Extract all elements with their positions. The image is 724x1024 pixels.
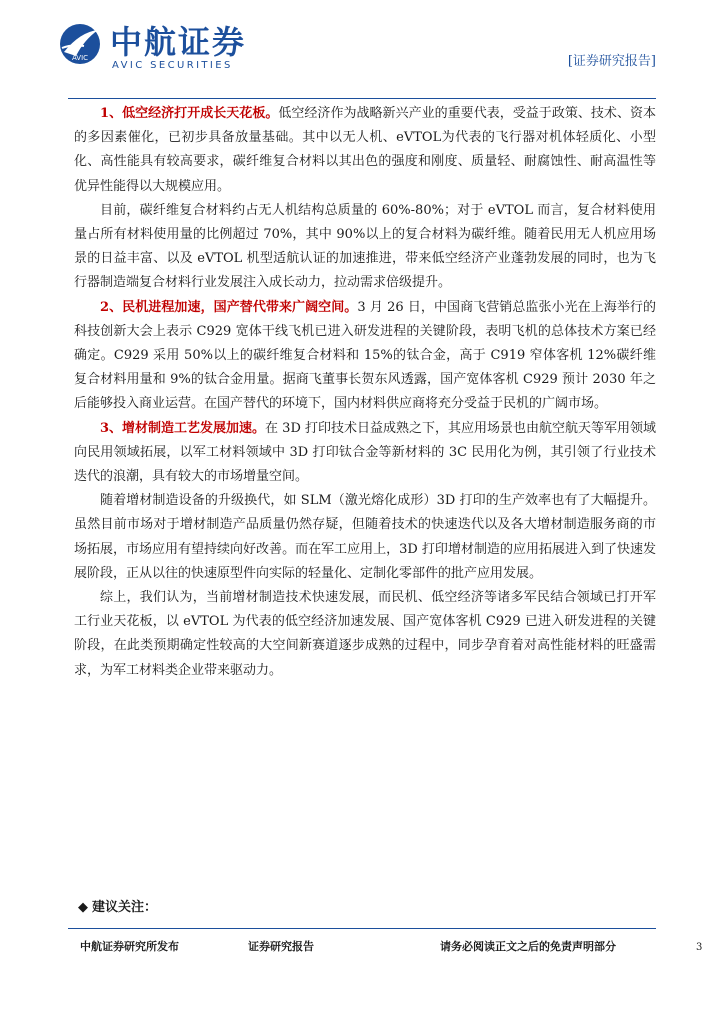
- paragraph-text: 在 3D 打印技术日益成熟之下，其应用场景也由航空航天等军用领域向民用领域拓展，以军工材料领域中 3D 打印钛合金等新材料的 3C 民用化为例，其引领了行业技术迭代的浪潮，具有较大的市场增量空间。: [74, 420, 657, 485]
- brand-name-en: AVIC SECURITIES: [112, 60, 233, 71]
- report-body: [74, 102, 656, 683]
- brand-name-cn: 中航证券: [110, 23, 247, 61]
- body-paragraph: [74, 296, 656, 417]
- footer-divider: [68, 928, 656, 929]
- page-header: [0, 0, 724, 100]
- recommend-heading: [78, 896, 157, 915]
- paragraph-text: 低空经济作为战略新兴产业的重要代表，受益于政策、技术、资本的多因素催化，已初步具备放量基础。其中以无人机、eVTOL为代表的飞行器对机体轻质化、小型化、高性能具有较高要求，碳纤维复合材料以其出色的强度和刚度、质量轻、耐腐蚀性、耐高温性等优异性能得以大规模应用。: [74, 106, 656, 194]
- paragraph-text: 综上，我们认为，当前增材制造技术快速发展，而民机、低空经济等诸多军民结合领域已打开军工行业天花板，以 eVTOL 为代表的低空经济加速发展、国产宽体客机 C929 已进入研发进程的关键阶段，在此类预期确定性较高的大空间新赛道逐步成熟的过程中，同步孕育着对高性能材料的旺盛需求，为军工材料类企业带来驱动力。: [74, 590, 656, 678]
- paragraph-text: 随着增材制造设备的升级换代，如 SLM（激光熔化成形）3D 打印的生产效率也有了大幅提升。虽然目前市场对于增材制造产品质量仍然存疑，但随着技术的快速迭代以及各大增材制造服务商的市场拓展，市场应用有望持续向好改善。而在军工应用上，3D 打印增材制造的应用拓展进入到了快速发展阶段，正从以往的快速原型件向实际的轻量化、定制化零部件的批产应用发展。: [74, 493, 656, 581]
- footer-publisher: 中航证券研究所发布: [80, 940, 179, 953]
- header-divider: [68, 98, 656, 99]
- footer-disclaimer: 请务必阅读正文之后的免责声明部分: [440, 940, 616, 953]
- body-paragraph: [74, 417, 656, 490]
- body-paragraph: [74, 586, 656, 683]
- report-type-tag: [证券研究报告]: [567, 54, 656, 69]
- footer-report-type: 证券研究报告: [248, 940, 314, 953]
- paragraph-text: 目前，碳纤维复合材料约占无人机结构总质量的 60%-80%；对于 eVTOL 而言，复合材料使用量占所有材料使用量的比例超过 70%，其中 90%以上的复合材料为碳纤维。随着民用无人机应用场景的日益丰富、以及 eVTOL 机型适航认证的加速推进，带来低空经济产业蓬勃发展的同时，也为飞行器制造端复合材料行业发展注入成长动力，拉动需求倍级提升。: [74, 202, 656, 291]
- body-paragraph: [74, 199, 656, 296]
- diamond-bullet-icon: ◆: [78, 900, 88, 915]
- avic-logo-icon: [58, 22, 102, 66]
- body-paragraph: [74, 102, 656, 199]
- paragraph-text: 3 月 26 日，中国商飞营销总监张小光在上海举行的科技创新大会上表示 C929 宽体干线飞机已进入研发进程的关键阶段，表明飞机的总体技术方案已经确定。C929 采用 50%以上的碳纤维复合材料和 15%的钛合金，高于 C919 窄体客机 12%碳纤维复合材料用量和 9%的钛合金用量。据商飞董事长贺东风透露，国产宽体客机 C929 预计 2030 年之后能够投入商业运营。在国产替代的环境下，国内材料供应商将充分受益于民机的广阔市场。: [74, 299, 657, 412]
- body-paragraph: [74, 489, 656, 586]
- recommend-label: 建议关注：: [92, 900, 158, 915]
- paragraph-heading: 3、增材制造工艺发展加速。: [100, 420, 266, 436]
- page-number: 3: [696, 942, 703, 953]
- paragraph-heading: 2、民机进程加速，国产替代带来广阔空间。: [100, 299, 358, 315]
- paragraph-heading: 1、低空经济打开成长天花板。: [100, 106, 279, 121]
- logo-text: AVIC: [71, 54, 89, 62]
